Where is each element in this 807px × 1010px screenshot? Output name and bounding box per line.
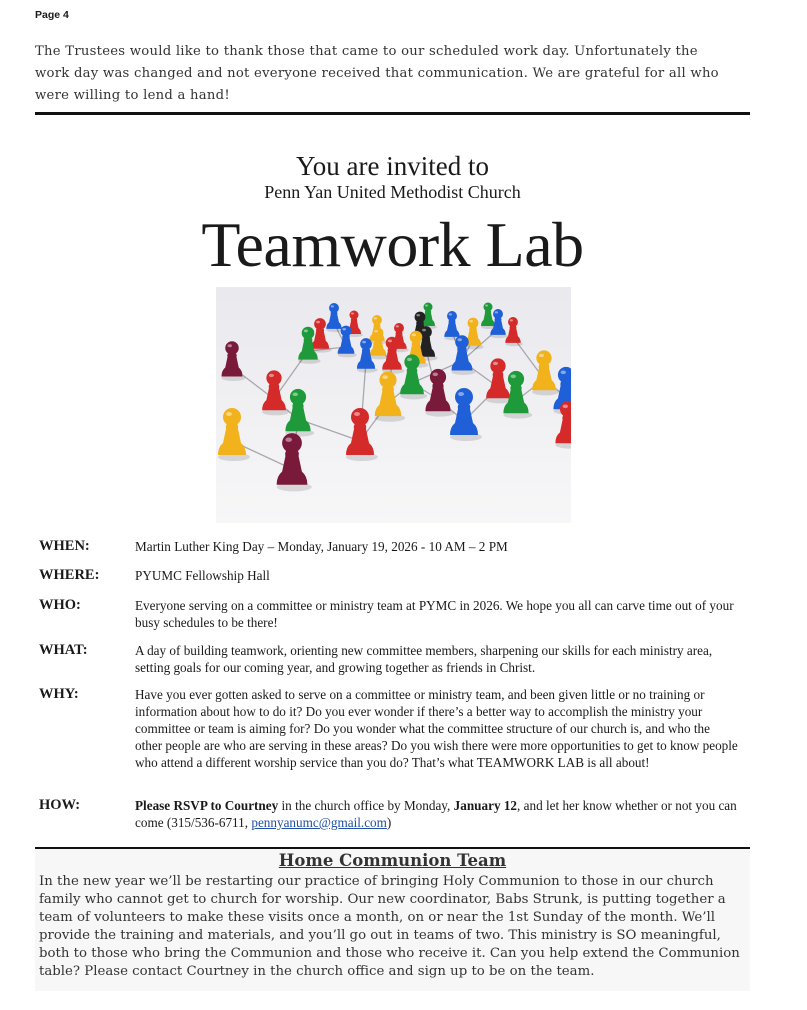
what-text: A day of building teamwork, orienting new committee members, sharpening our skills for each ministry area, setting goals for our coming year, and growing together as friends in Christ. — [135, 643, 713, 675]
why-label: WHY: — [39, 686, 79, 702]
where-text: PYUMC Fellowship Hall — [135, 568, 270, 583]
rsvp-date: January 12 — [453, 798, 518, 813]
invite-heading: You are invited to — [296, 151, 489, 181]
what-label: WHAT: — [39, 642, 88, 658]
who-label: WHO: — [39, 597, 81, 613]
photo-illustration — [216, 287, 571, 523]
how-text-part1: in the church office by Monday, — [278, 798, 454, 813]
who-text: Everyone serving on a committee or ministry team at PYMC in 2026. We hope you all can carve time out of your busy schedules to be there! — [135, 598, 734, 630]
top-divider — [35, 112, 750, 115]
how-label: HOW: — [39, 797, 81, 813]
when-text: Martin Luther King Day – Monday, January 19, 2026 - 10 AM – 2 PM — [135, 539, 508, 554]
how-text — [135, 797, 739, 831]
when-label: WHEN: — [39, 538, 90, 554]
communion-title: Home Communion Team — [278, 851, 507, 870]
rsvp-text: Please RSVP to Courtney — [135, 798, 279, 813]
why-text: Have you ever gotten asked to serve on a committee or ministry team, and been given little or no training or information about how to do it? Do you ever wonder if there’s a better way to accomplish the ministry your committee or team is aiming for? Do you wonder what the committee structure of our church is, and who the other people are who are serving in these areas? Do you wish there were more opportunities to get to know people who attend a different worship service than you do? That’s what TEAMWORK LAB is all about! — [135, 687, 738, 770]
event-title: Teamwork Lab — [201, 209, 584, 280]
game-pieces-network-photo — [216, 287, 571, 523]
email-link[interactable]: pennyanumc@gmail.com — [251, 815, 387, 830]
page-number: Page 4 — [35, 9, 69, 21]
how-text-part2: , and let her know whether or not you can come (315/536-6711, — [135, 798, 737, 830]
church-name: Penn Yan United Methodist Church — [264, 182, 521, 202]
trustees-note: The Trustees would like to thank those that came to our scheduled work day. Unfortunately the work day was changed and not everyone received that communication. We are grateful for all who were willing to lend a hand! — [35, 44, 719, 103]
where-label: WHERE: — [39, 567, 100, 583]
how-text-part3: ) — [386, 815, 392, 830]
communion-body: In the new year we’ll be restarting our practice of bringing Holy Communion to those in our church family who cannot get to church for worship. Our new coordinator, Babs Strunk, is putting together a team of volunteers to make these visits once a month, on or near the 1st Sunday of the month. We’ll provide the training and materials, and you’ll go out in teams of two. This ministry is SO meaningful, both to those who bring the Communion and those who receive it. Can you help extend the Communion table? Please contact Courtney in the church office and sign up to be on the team. — [39, 874, 740, 979]
